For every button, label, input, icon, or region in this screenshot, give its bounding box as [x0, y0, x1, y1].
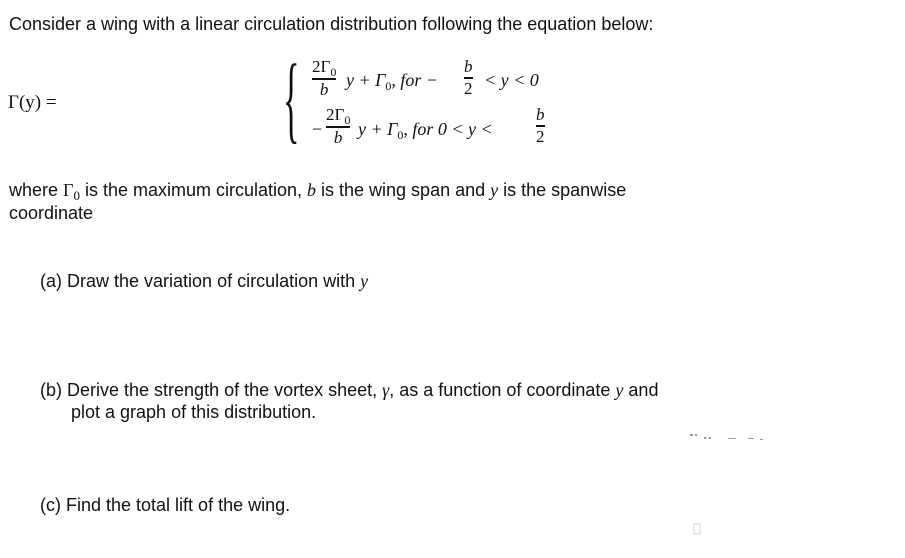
case1-condition-tail: < y < 0	[484, 70, 539, 90]
equation-brace: {	[283, 45, 300, 153]
case2-condition-fraction: b 2	[536, 105, 545, 146]
part-b-question-line-2: plot a graph of this distribution.	[71, 402, 317, 422]
part-b-question-line-1: (b) Derive the strength of the vortex sheet, γ, as a function of coordinate y and	[40, 380, 659, 400]
case1-condition-fraction: b 2	[464, 57, 473, 98]
scan-artifact-small	[692, 522, 706, 538]
where-line-2: coordinate	[9, 203, 94, 223]
part-a-question: (a) Draw the variation of circulation with y	[40, 271, 369, 291]
case2-coefficient: $2\Gamma_0$ b	[326, 105, 351, 147]
where-line-1: where $\Gamma_0$ is the maximum circulation, b is the wing span and y is the spanwise	[9, 180, 627, 203]
intro-text: Consider a wing with a linear circulation distribution following the equation below:	[9, 14, 654, 34]
case2-expression: $y + \Gamma_0$, for 0 < y <	[358, 119, 493, 142]
case1-coefficient: $2\Gamma_0$ b	[312, 57, 337, 99]
scan-artifact	[690, 430, 770, 440]
part-c-question: (c) Find the total lift of the wing.	[40, 495, 291, 515]
case2-minus: −	[312, 119, 323, 139]
equation-lhs: Γ(y) =	[8, 92, 57, 113]
case1-expression: $y + \Gamma_0$, for −	[346, 70, 439, 93]
